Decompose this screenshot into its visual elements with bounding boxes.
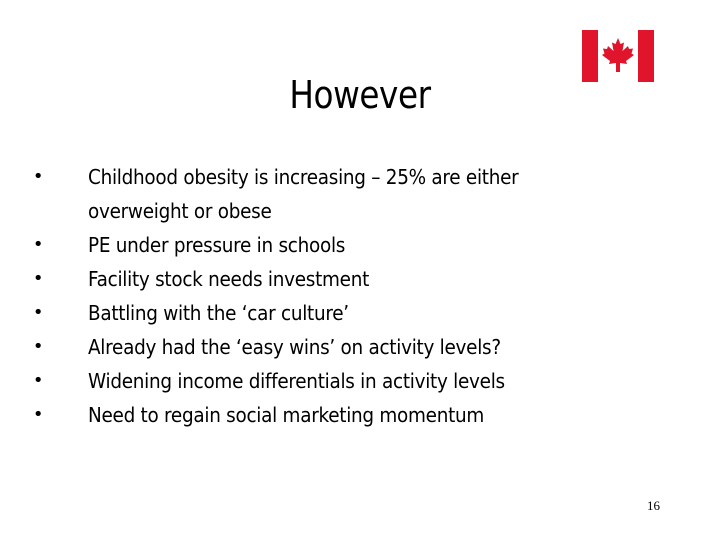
bullet-dot: • — [32, 370, 44, 391]
bullet-text: Childhood obesity is increasing – 25% are either — [88, 165, 519, 189]
bullet-dot: • — [32, 234, 44, 255]
bullet-text: Already had the ‘easy wins’ on activity levels? — [88, 335, 501, 359]
canada-flag-icon — [582, 30, 654, 82]
bullet-dot: • — [32, 404, 44, 425]
bullet-text: Battling with the ‘car culture’ — [88, 301, 349, 325]
bullet-text: Need to regain social marketing momentum — [88, 403, 485, 427]
bullet-item — [32, 330, 672, 364]
bullet-item — [32, 228, 672, 262]
bullet-text: Facility stock needs investment — [88, 267, 370, 291]
bullet-dot: • — [32, 336, 44, 357]
bullet-dot: • — [32, 302, 44, 323]
slide-title: However — [289, 73, 431, 117]
bullet-dot: • — [32, 268, 44, 289]
bullet-item — [32, 364, 672, 398]
bullet-item-continuation — [32, 194, 672, 228]
bullet-text: PE under pressure in schools — [88, 233, 346, 257]
bullet-dot: • — [32, 166, 44, 187]
bullet-item — [32, 262, 672, 296]
bullet-text: overweight or obese — [88, 199, 272, 223]
bullet-item — [32, 398, 672, 432]
bullet-item — [32, 160, 672, 194]
bullet-text: Widening income differentials in activity levels — [88, 369, 505, 393]
bullet-list — [32, 160, 672, 432]
page-number: 16 — [647, 498, 660, 513]
bullet-item — [32, 296, 672, 330]
